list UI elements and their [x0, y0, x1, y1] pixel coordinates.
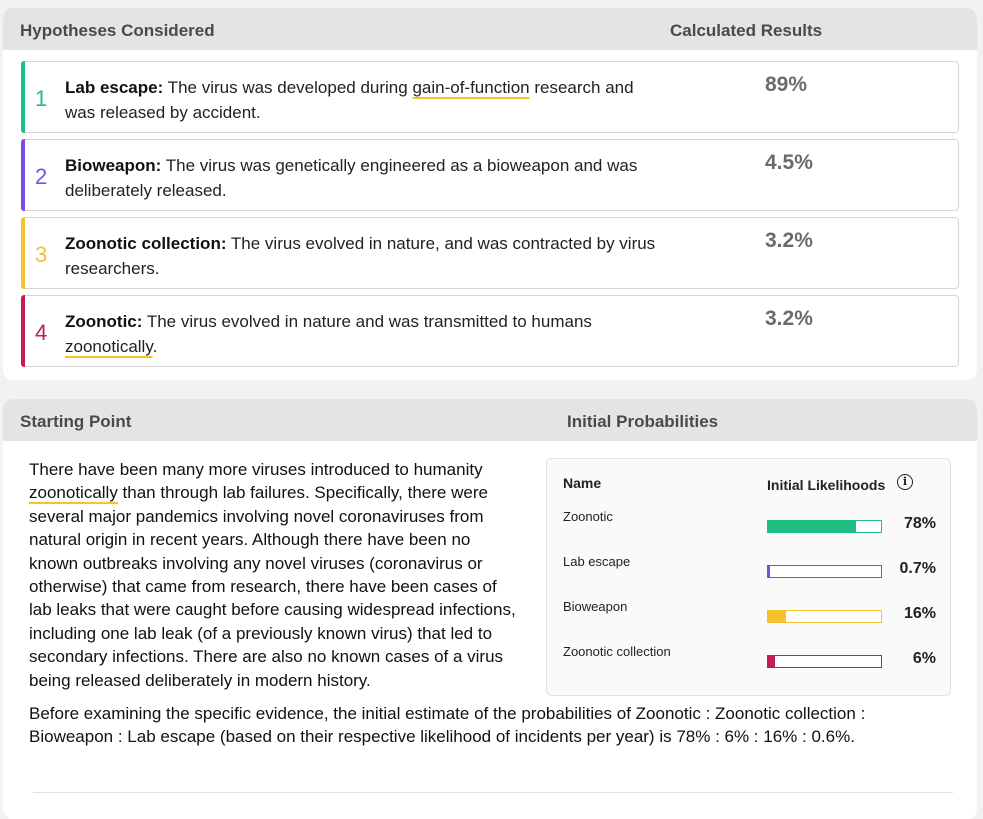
hypothesis-title: Zoonotic collection:	[65, 234, 227, 253]
hypothesis-number: 3	[35, 242, 48, 267]
hypothesis-row[interactable]	[21, 139, 959, 211]
results-header-title: Calculated Results	[670, 21, 823, 40]
hypotheses-header-title: Hypotheses Considered	[20, 21, 215, 40]
hypothesis-number: 2	[35, 164, 48, 189]
hypothesis-title: Zoonotic:	[65, 312, 143, 331]
probability-value: 78%	[903, 515, 936, 532]
probability-bar-fill	[768, 656, 775, 667]
hypothesis-color-bar	[21, 61, 25, 133]
probability-name: Bioweapon	[563, 599, 628, 614]
hypothesis-description: Lab escape: The virus was developed during gain-of-function research and was released by accident.	[65, 78, 634, 122]
hypothesis-color-bar	[21, 295, 25, 367]
hypothesis-row[interactable]	[21, 295, 959, 367]
hypotheses-card	[3, 8, 977, 380]
hypothesis-result: 89%	[765, 73, 808, 96]
hypothesis-title: Lab escape:	[65, 78, 164, 97]
hypothesis-number: 1	[35, 86, 48, 111]
starting-point-header	[3, 399, 977, 441]
probability-bar-fill	[768, 521, 856, 532]
probability-name: Zoonotic collection	[563, 644, 671, 659]
probability-value: 16%	[903, 605, 936, 622]
hypothesis-description: Bioweapon: The virus was genetically engineered as a bioweapon and was deliberately released.	[65, 156, 638, 200]
hypothesis-description: Zoonotic collection: The virus evolved in nature, and was contracted by virus researchers.	[65, 234, 656, 278]
hypothesis-link[interactable]: gain-of-function	[412, 78, 530, 97]
hypothesis-row[interactable]	[21, 61, 959, 133]
probability-bar	[767, 520, 882, 533]
hypothesis-link[interactable]: zoonotically	[65, 337, 153, 356]
hypothesis-number: 4	[35, 320, 48, 345]
starting-point-paragraph: There have been many more viruses introduced to humanity zoonotically than through lab failures. Specifically, there were several major pandemics involving novel coronaviruses from natural origin in recent years. Although there have been no known outbreaks involving any novel viruses (coronavirus or otherwise) that came from research, there have been cases of lab leaks that were caught before causing widespread infections, including one lab leak (of a previously known virus) that led to secondary infections. There are also no known cases of a virus being released deliberately in modern history.	[29, 460, 516, 690]
hypothesis-color-bar	[21, 217, 25, 289]
starting-point-title: Starting Point	[20, 412, 132, 431]
probability-bar	[767, 610, 882, 623]
hypothesis-color-bar	[21, 139, 25, 211]
probability-value: 0.7%	[899, 560, 936, 577]
hypothesis-result: 3.2%	[765, 307, 813, 330]
divider	[33, 792, 953, 793]
hypothesis-result: 4.5%	[765, 151, 813, 174]
hypotheses-header	[3, 8, 977, 50]
probability-name: Lab escape	[563, 554, 631, 569]
probability-name: Zoonotic	[563, 509, 613, 524]
column-name-header: Name	[563, 475, 602, 491]
hypothesis-description: Zoonotic: The virus evolved in nature and was transmitted to humans zoonotically.	[65, 312, 592, 356]
initial-probabilities-table	[546, 458, 951, 696]
probability-value: 6%	[912, 650, 936, 667]
probability-bar-fill	[768, 611, 786, 622]
zoonotically-link[interactable]: zoonotically	[29, 483, 118, 503]
initial-estimate-paragraph: Before examining the specific evidence, the initial estimate of the probabilities of Zoonotic : Zoonotic collection : Bioweapon : Lab escape (based on their respective likelihood of incidents per year) is 78% : 6% : 16% : 0.6%.	[29, 704, 866, 747]
hypothesis-title: Bioweapon:	[65, 156, 162, 175]
info-icon[interactable]: i	[897, 474, 913, 490]
probability-bar-fill	[768, 566, 770, 577]
probability-bar	[767, 655, 882, 668]
starting-point-card	[3, 399, 977, 819]
hypothesis-result: 3.2%	[765, 229, 813, 252]
initial-probabilities-title: Initial Probabilities	[567, 412, 719, 431]
probability-bar	[767, 565, 882, 578]
hypothesis-row[interactable]	[21, 217, 959, 289]
column-likelihood-header: Initial Likelihoods	[767, 477, 886, 493]
